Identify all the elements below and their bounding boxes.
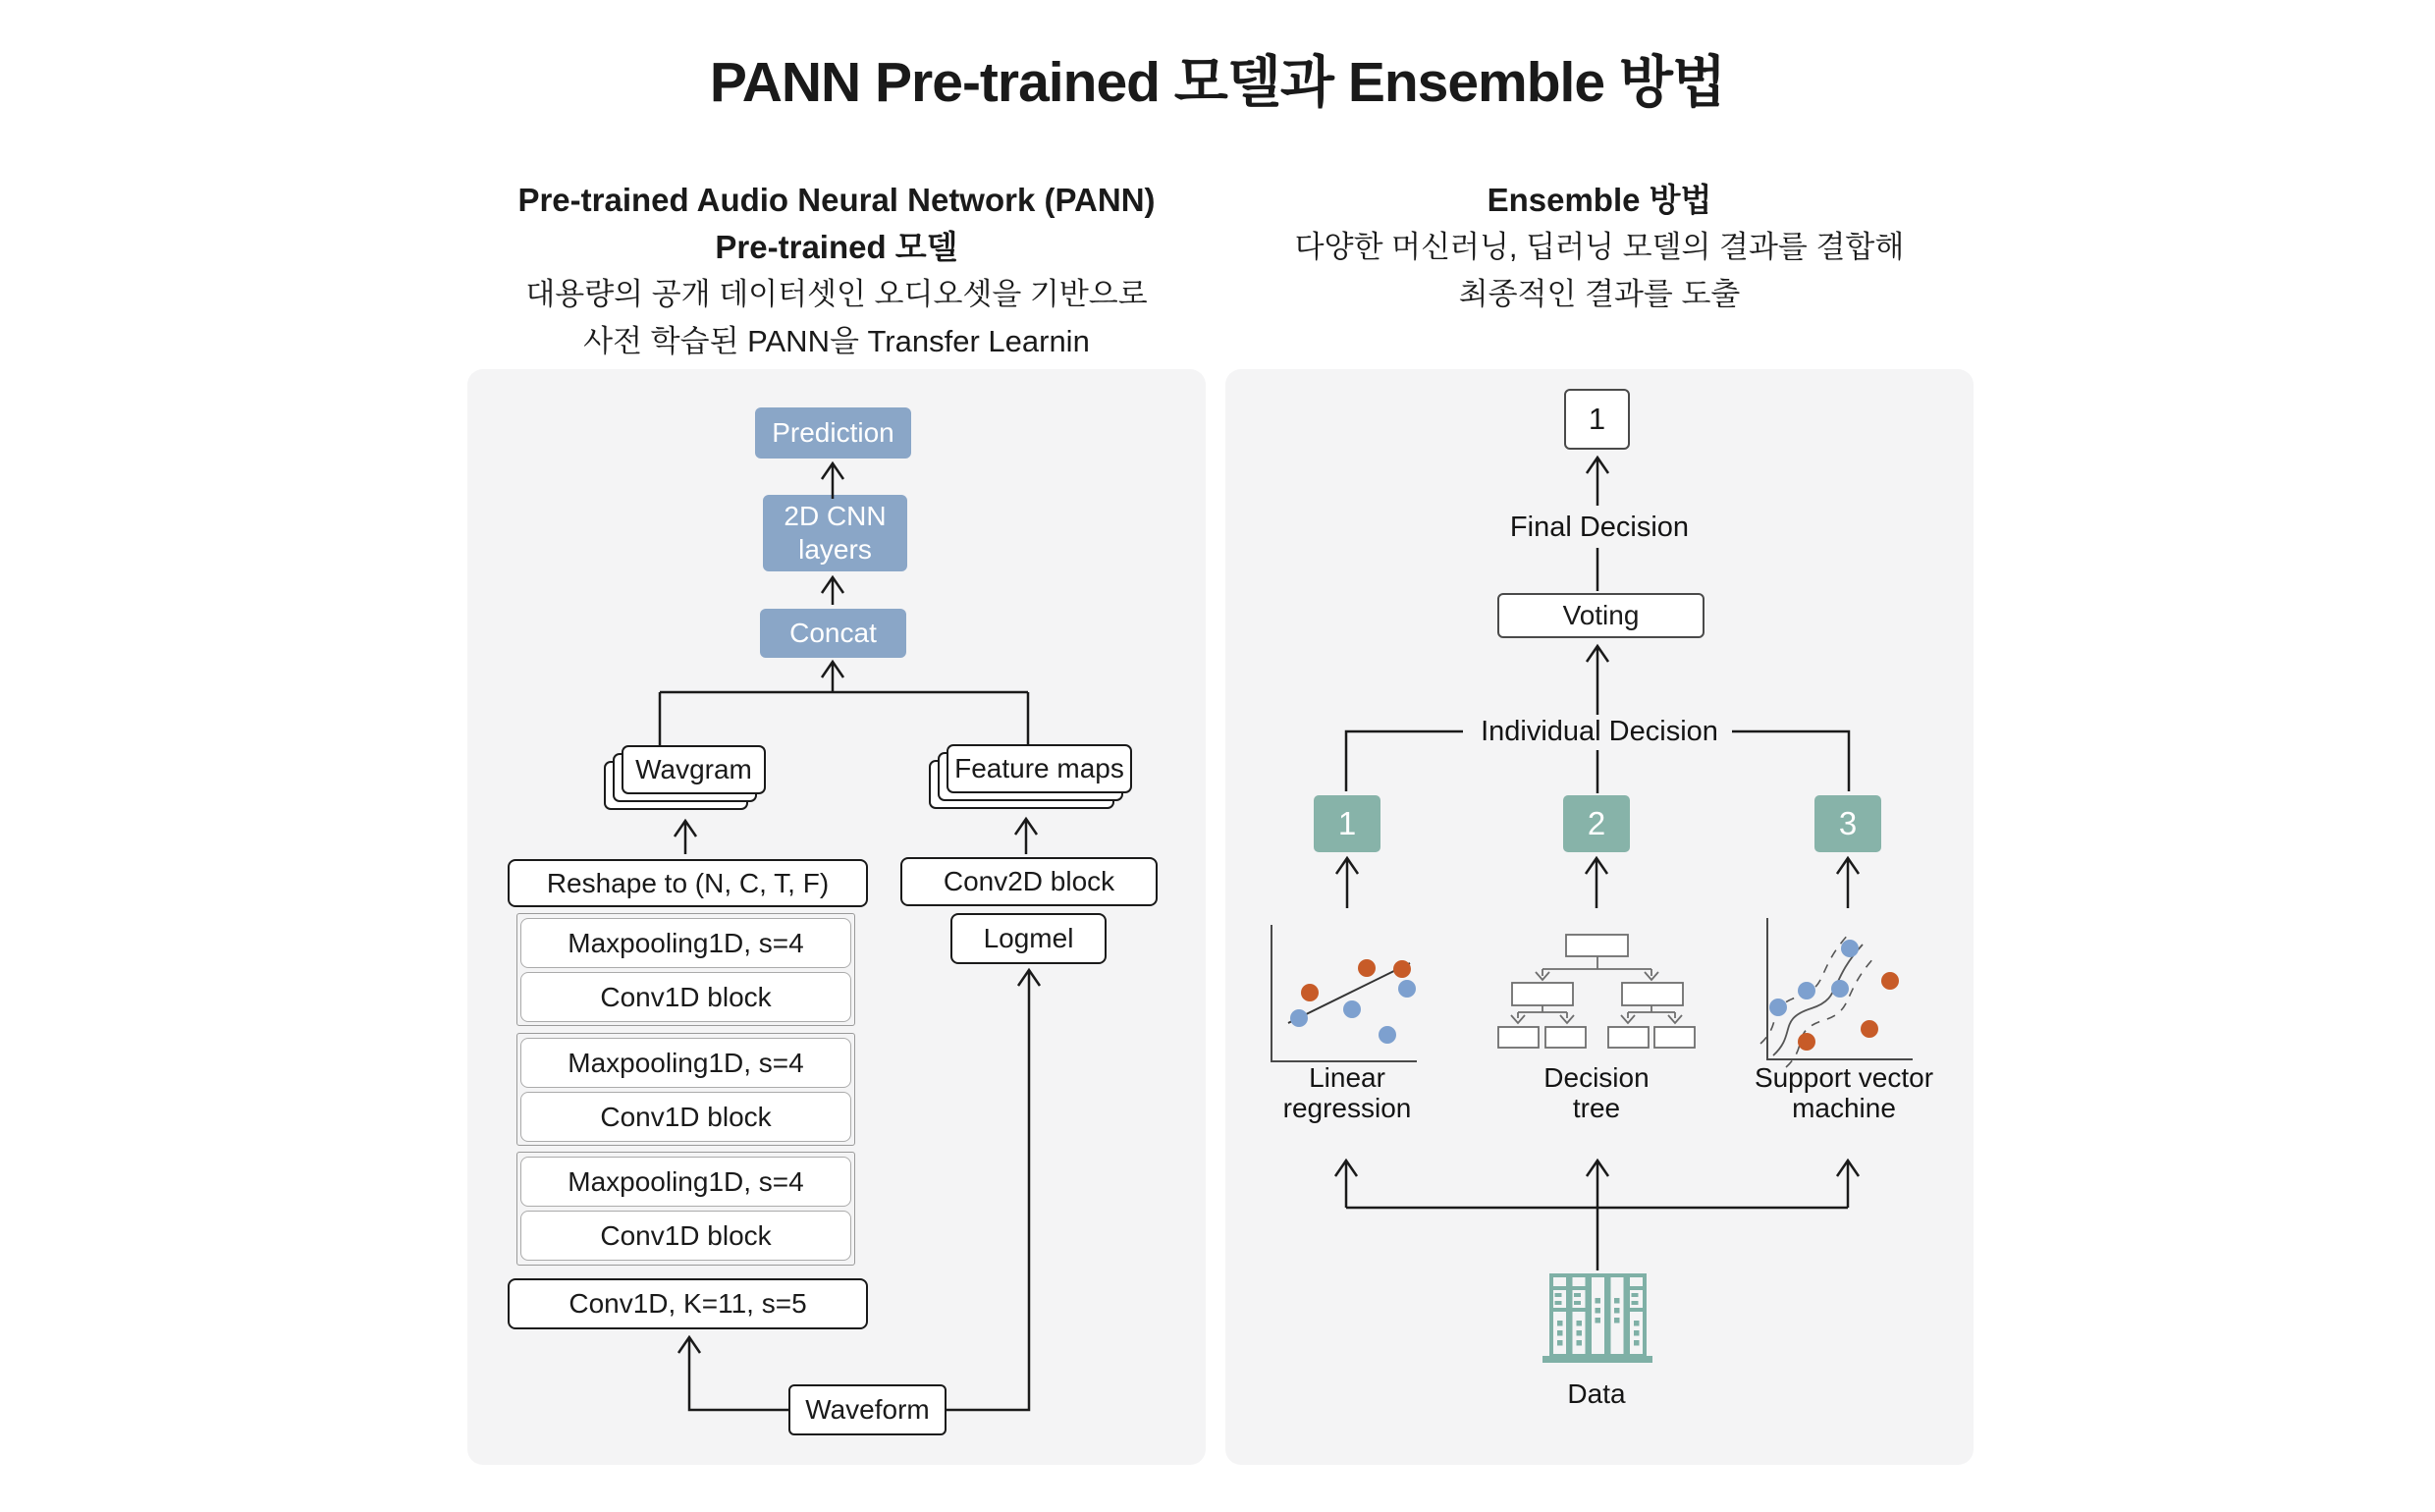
node-conv2d-block-label: Conv2D block xyxy=(943,866,1115,896)
left-panel-header xyxy=(467,177,1206,365)
right-heading: Ensemble 방법 xyxy=(1487,182,1712,218)
node-voting-label: Voting xyxy=(1562,600,1640,630)
node-conv2d-block xyxy=(900,857,1158,906)
node-conv1d-block-2-label: Conv1D block xyxy=(600,1101,772,1132)
node-maxpool-3 xyxy=(520,1157,851,1207)
node-waveform-label: Waveform xyxy=(805,1394,930,1425)
decision-tree-label-line2: tree xyxy=(1572,1093,1621,1123)
node-conv1d-block-1 xyxy=(520,972,851,1022)
node-concat-label: Concat xyxy=(789,618,877,648)
right-panel-header xyxy=(1225,177,1974,318)
node-model-2 xyxy=(1563,795,1630,852)
svm-label xyxy=(1697,1062,1991,1123)
node-logmel-label: Logmel xyxy=(983,923,1074,953)
node-model-2-number: 2 xyxy=(1587,805,1606,841)
left-heading-line1: Pre-trained Audio Neural Network (PANN) xyxy=(517,182,1156,218)
individual-decision-label: Individual Decision xyxy=(1481,716,1718,747)
node-2d-cnn-line2: layers xyxy=(798,534,872,565)
node-conv1d-block-1-label: Conv1D block xyxy=(600,981,772,1012)
node-model-1 xyxy=(1314,795,1380,852)
node-feature-maps xyxy=(947,744,1132,793)
node-concat xyxy=(760,609,906,658)
data-label: Data xyxy=(1567,1378,1626,1409)
node-waveform xyxy=(788,1384,947,1435)
node-maxpool-1 xyxy=(520,918,851,968)
node-maxpool-1-label: Maxpooling1D, s=4 xyxy=(568,927,804,958)
svm-label-line1: Support vector xyxy=(1754,1062,1934,1093)
svm-label-line2: machine xyxy=(1792,1093,1896,1123)
node-2d-cnn-line1: 2D CNN xyxy=(784,501,887,531)
node-conv1d-k11 xyxy=(508,1278,868,1329)
node-voting xyxy=(1497,593,1704,638)
node-maxpool-3-label: Maxpooling1D, s=4 xyxy=(568,1165,804,1197)
node-final-output xyxy=(1564,389,1630,450)
node-wavgram xyxy=(622,745,766,794)
node-conv1d-block-3-label: Conv1D block xyxy=(600,1219,772,1251)
node-conv1d-k11-label: Conv1D, K=11, s=5 xyxy=(568,1288,807,1319)
node-maxpool-2-label: Maxpooling1D, s=4 xyxy=(568,1047,804,1078)
node-conv1d-block-2 xyxy=(520,1092,851,1142)
node-2d-cnn-layers xyxy=(763,495,907,571)
node-feature-maps-label: Feature maps xyxy=(954,753,1124,783)
left-subtitle-line1: 대용량의 공개 데이터셋인 오디오셋을 기반으로 xyxy=(525,277,1148,311)
decision-tree-label-line1: Decision xyxy=(1543,1062,1650,1093)
linear-regression-label-line1: Linear xyxy=(1309,1062,1385,1093)
node-model-3-number: 3 xyxy=(1838,805,1858,841)
right-subtitle-line1: 다양한 머신러닝, 딥러닝 모델의 결과를 결합해 xyxy=(1294,230,1905,264)
node-model-1-number: 1 xyxy=(1337,805,1357,841)
node-reshape-label: Reshape to (N, C, T, F) xyxy=(546,867,830,898)
linear-regression-label-line2: regression xyxy=(1282,1093,1412,1123)
node-prediction-label: Prediction xyxy=(772,417,894,448)
right-subtitle-line2: 최종적인 결과를 도출 xyxy=(1458,277,1741,311)
left-subtitle-line2: 사전 학습된 PANN을 Transfer Learnin xyxy=(583,324,1090,358)
node-conv1d-block-3 xyxy=(520,1211,851,1261)
final-decision-label: Final Decision xyxy=(1509,512,1690,543)
node-wavgram-label: Wavgram xyxy=(635,754,752,784)
left-heading-line2: Pre-trained 모델 xyxy=(715,229,958,265)
node-reshape xyxy=(508,859,868,907)
node-final-output-label: 1 xyxy=(1588,402,1606,436)
page-title: PANN Pre-trained 모델과 Ensemble 방법 xyxy=(709,51,1726,114)
node-logmel xyxy=(950,913,1107,964)
node-prediction xyxy=(755,407,911,459)
node-maxpool-2 xyxy=(520,1038,851,1088)
node-model-3 xyxy=(1814,795,1881,852)
